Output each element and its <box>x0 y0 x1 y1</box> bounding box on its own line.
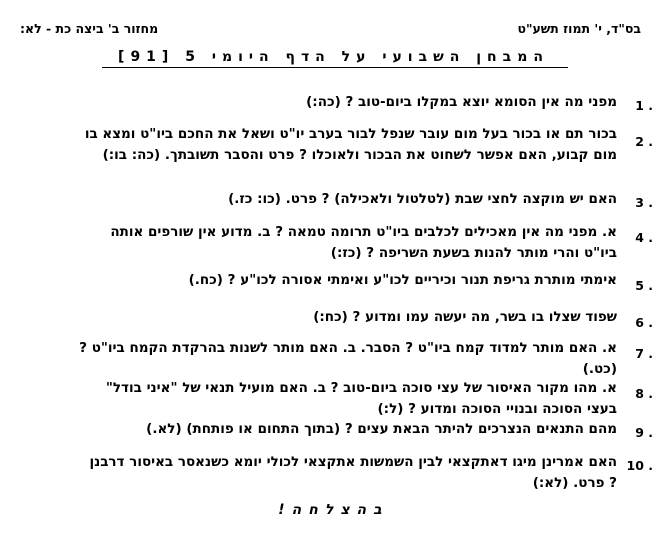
question-number: 3 . <box>635 195 653 210</box>
header-date: בס"ד, י' תמוז תשע"ט <box>517 21 641 36</box>
question-text <box>27 92 617 113</box>
question-number: 5 . <box>635 278 653 293</box>
question-line: א. מהו מקור האיסור של עצי סוכה ביום-טוב ? ב. האם מועיל תנאי של "איני בודל" <box>105 380 617 396</box>
header-cycle: מחזור ב' ביצה כת - לא: <box>20 21 159 36</box>
question-text <box>27 338 617 380</box>
question-line: האם יש מוקצה לחצי שבת (לטלטול ולאכילה) ? פרט. (כו: כז.) <box>228 191 617 207</box>
question-line: בעצי הסוכה ובנויי הסוכה ומדוע ? (ל:) <box>377 401 617 417</box>
question-text <box>27 222 617 264</box>
question-line: ? פרט. (לא:) <box>532 475 617 491</box>
question-text <box>27 307 617 328</box>
question-text <box>27 270 617 291</box>
question-line: (כט.) <box>582 361 617 377</box>
question-line: מפני מה אין הסומא יוצא במקלו ביום-טוב ? (כה:) <box>306 94 617 110</box>
question-number: 7 . <box>635 346 653 361</box>
question-number: 8 . <box>635 386 653 401</box>
question-number: 10 . <box>626 458 653 473</box>
question-line: שפוד שצלו בו בשר, מה יעשה עמו ומדוע ? (כח:) <box>313 309 617 325</box>
question-number: 1 . <box>635 98 653 113</box>
question-text <box>27 124 617 166</box>
title-underline <box>102 67 568 68</box>
question-line: א. מפני מה אין מאכילים לכלבים ביו"ט תרומה טמאה ? ב. מדוע אין שורפים אותה <box>110 224 617 240</box>
question-text <box>27 189 617 210</box>
question-line: האם אמרינן מיגו דאתקצאי לבין השמשות אתקצאי לכולי יומא כשנאסר באיסור דרבנן <box>89 454 617 470</box>
question-line: א. האם מותר למדוד קמח ביו"ט ? הסבר. ב. האם מותר לשנות בהרקדת הקמח ביו"ט ? <box>79 340 617 356</box>
question-number: 2 . <box>635 134 653 149</box>
question-text <box>27 419 617 440</box>
good-luck-footer: בהצלחה! <box>278 502 389 518</box>
question-line: בכור תם או בכור בעל מום עובר שנפל לבור בערב יו"ט ושאל את החכם ביו"ט ומצא בו <box>84 126 617 142</box>
question-number: 6 . <box>635 315 653 330</box>
question-line: ביו"ט והרי מותר להנות בשעת השריפה ? (כז:) <box>330 245 617 261</box>
question-text <box>27 452 617 494</box>
question-number: 4 . <box>635 230 653 245</box>
page-title: המבחן השבועי על הדף היומי 5 [91] <box>118 49 549 65</box>
question-line: מהם התנאים הנצרכים להיתר הבאת עצים ? (בתוך התחום או פותחת) (לא.) <box>146 421 617 437</box>
question-line: אימתי מותרת גריפת תנור וכיריים לכו"ע ואימתי אסורה לכו"ע ? (כח.) <box>188 272 617 288</box>
question-number: 9 . <box>635 425 653 440</box>
question-text <box>27 378 617 420</box>
question-line: מום קבוע, האם אפשר לשחוט את הבכור ולאוכלו ? פרט והסבר תשובתך. (כה: בו:) <box>102 147 617 163</box>
